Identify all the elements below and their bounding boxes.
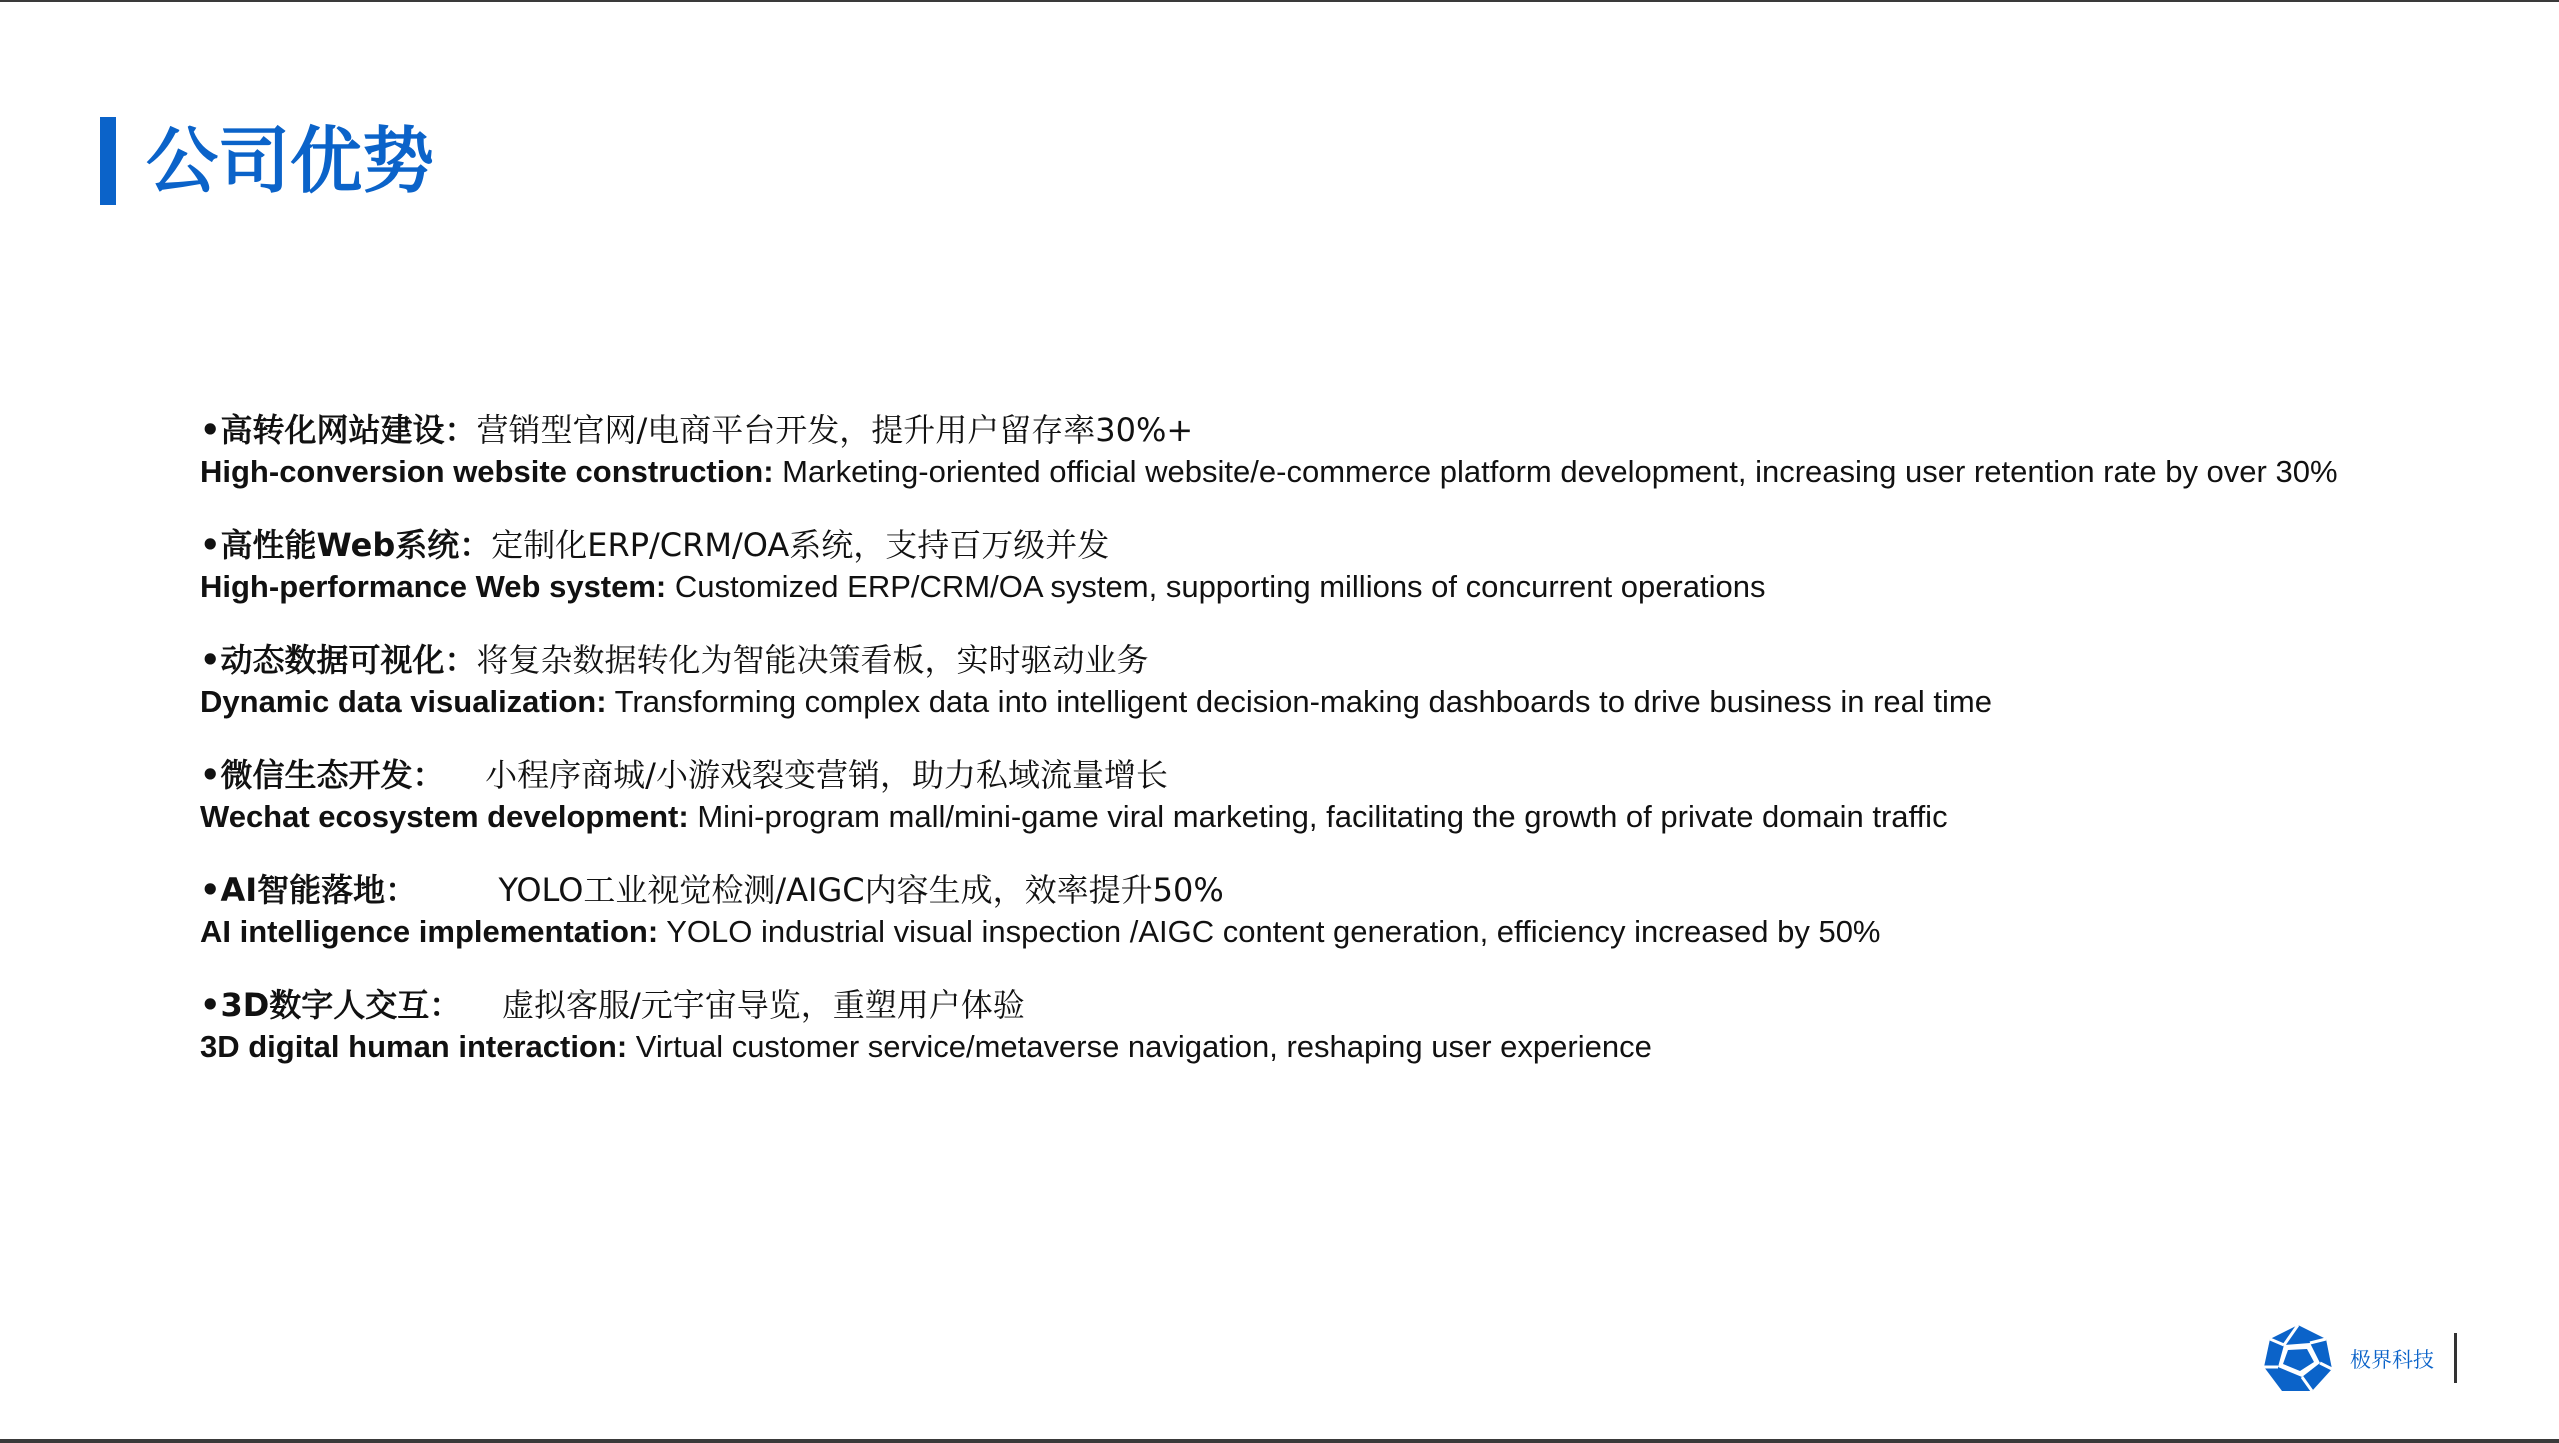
- feature-zh-heading: •高转化网站建设：: [200, 411, 477, 449]
- feature-en-heading: Dynamic data visualization:: [200, 684, 607, 719]
- bottom-border: [0, 1439, 2559, 1443]
- feature-list: [200, 408, 2440, 1098]
- feature-en-description: Virtual customer service/metaverse navigation, reshaping user experience: [627, 1029, 1652, 1064]
- feature-item-3d-human: [200, 983, 2440, 1098]
- feature-zh-description: 小程序商城/小游戏裂变营销，助力私域流量增长: [444, 756, 1168, 794]
- feature-en-description: Customized ERP/CRM/OA system, supporting millions of concurrent operations: [666, 569, 1766, 604]
- feature-zh-description: 将复杂数据转化为智能决策看板，实时驱动业务: [476, 641, 1149, 679]
- polyhedron-logo-icon: [2262, 1323, 2334, 1395]
- feature-zh-heading: •3D数字人交互：: [200, 986, 462, 1024]
- feature-zh-heading: •动态数据可视化：: [200, 641, 477, 679]
- feature-zh-heading: •AI智能落地：: [200, 871, 418, 909]
- title-accent-bar: [100, 117, 116, 205]
- feature-en-heading: 3D digital human interaction:: [200, 1029, 628, 1064]
- feature-zh-heading: •微信生态开发：: [200, 756, 445, 794]
- page-title: 公司优势: [146, 119, 435, 203]
- feature-en-description: Mini-program mall/mini-game viral marketing, facilitating the growth of private domain traffic: [688, 799, 1948, 834]
- feature-en-description: YOLO industrial visual inspection /AIGC content generation, efficiency increased by 50%: [658, 914, 1881, 949]
- brand-name: 极界科技: [2350, 1348, 2434, 1372]
- feature-zh-description: 虚拟客服/元宇宙导览，重塑用户体验: [461, 986, 1025, 1024]
- feature-item-wechat: [200, 753, 2440, 868]
- feature-item-website: [200, 408, 2440, 523]
- feature-en-heading: AI intelligence implementation:: [200, 914, 659, 949]
- feature-zh-description: 营销型官网/电商平台开发，提升用户留存率30%+: [476, 411, 1194, 449]
- feature-en-heading: High-performance Web system:: [200, 569, 667, 604]
- feature-zh-description: YOLO工业视觉检测/AIGC内容生成，效率提升50%: [417, 871, 1224, 909]
- feature-item-data-visualization: [200, 638, 2440, 753]
- feature-item-ai: [200, 868, 2440, 983]
- feature-en-heading: Wechat ecosystem development:: [200, 799, 689, 834]
- feature-zh-description: 定制化ERP/CRM/OA系统，支持百万级并发: [491, 526, 1110, 564]
- feature-en-description: Marketing-oriented official website/e-commerce platform development, increasing user retention rate by over 30%: [773, 454, 2338, 489]
- feature-item-web-system: [200, 523, 2440, 638]
- feature-en-description: Transforming complex data into intelligent decision-making dashboards to drive business in real time: [606, 684, 1992, 719]
- feature-en-heading: High-conversion website construction:: [200, 454, 774, 489]
- feature-zh-heading: •高性能Web系统：: [200, 526, 492, 564]
- brand-mark: [2262, 1323, 2434, 1395]
- top-border: [0, 0, 2559, 2]
- brand-divider: [2454, 1333, 2457, 1383]
